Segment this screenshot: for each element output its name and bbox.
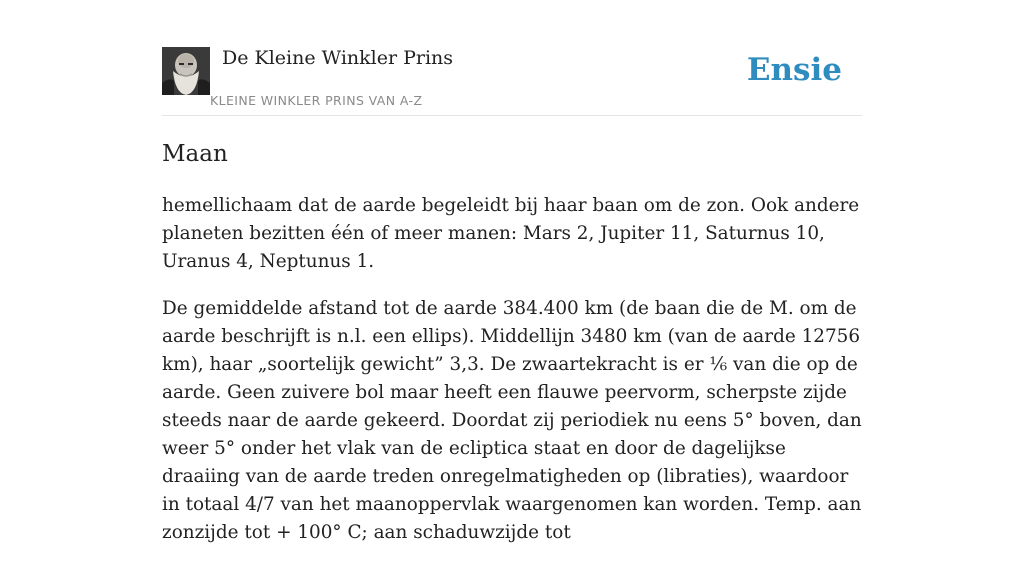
source-subtitle-link[interactable]: KLEINE WINKLER PRINS VAN A-Z (210, 93, 423, 108)
bearded-man-portrait-icon (162, 47, 210, 95)
article-paragraph: hemellichaam dat de aarde begeleidt bij haar baan om de zon. Ook andere planeten bezitten één of meer manen: Mars 2, Jupiter 11, Saturnus 10, Uranus 4, Neptunus 1. (162, 195, 860, 272)
source-title-link[interactable]: De Kleine Winkler Prins (222, 47, 454, 69)
source-avatar[interactable] (162, 47, 210, 95)
content-container (162, 0, 862, 543)
article-paragraph: De gemiddelde afstand tot de aarde 384.400 km (de baan die de M. om de aarde beschrijft is n.l. een ellips). Middellijn 3480 km (van de aarde 12756 km), haar „soortelijk gewicht” 3,3. De zwaartekracht is er ⅙ van die op de aarde. Geen zuivere bol maar heeft een flauwe peervorm, scherpste zijde steeds naar de aarde gekeerd. Doordat zij periodiek nu eens 5° boven, dan weer 5° onder het vlak van de ecliptica staat en door de dagelijkse draaiing van de aarde treden onregelmatigheden op (libraties), waardoor in totaal 4/7 van het maanoppervlak waargenomen kan worden. Temp. aan zonzijde tot + 100° C; aan schaduwzijde tot (162, 298, 862, 543)
article-body (162, 192, 862, 566)
source-header (162, 0, 862, 116)
ensie-logo-link[interactable]: Ensie (746, 52, 842, 88)
article-title: Maan (162, 141, 228, 167)
